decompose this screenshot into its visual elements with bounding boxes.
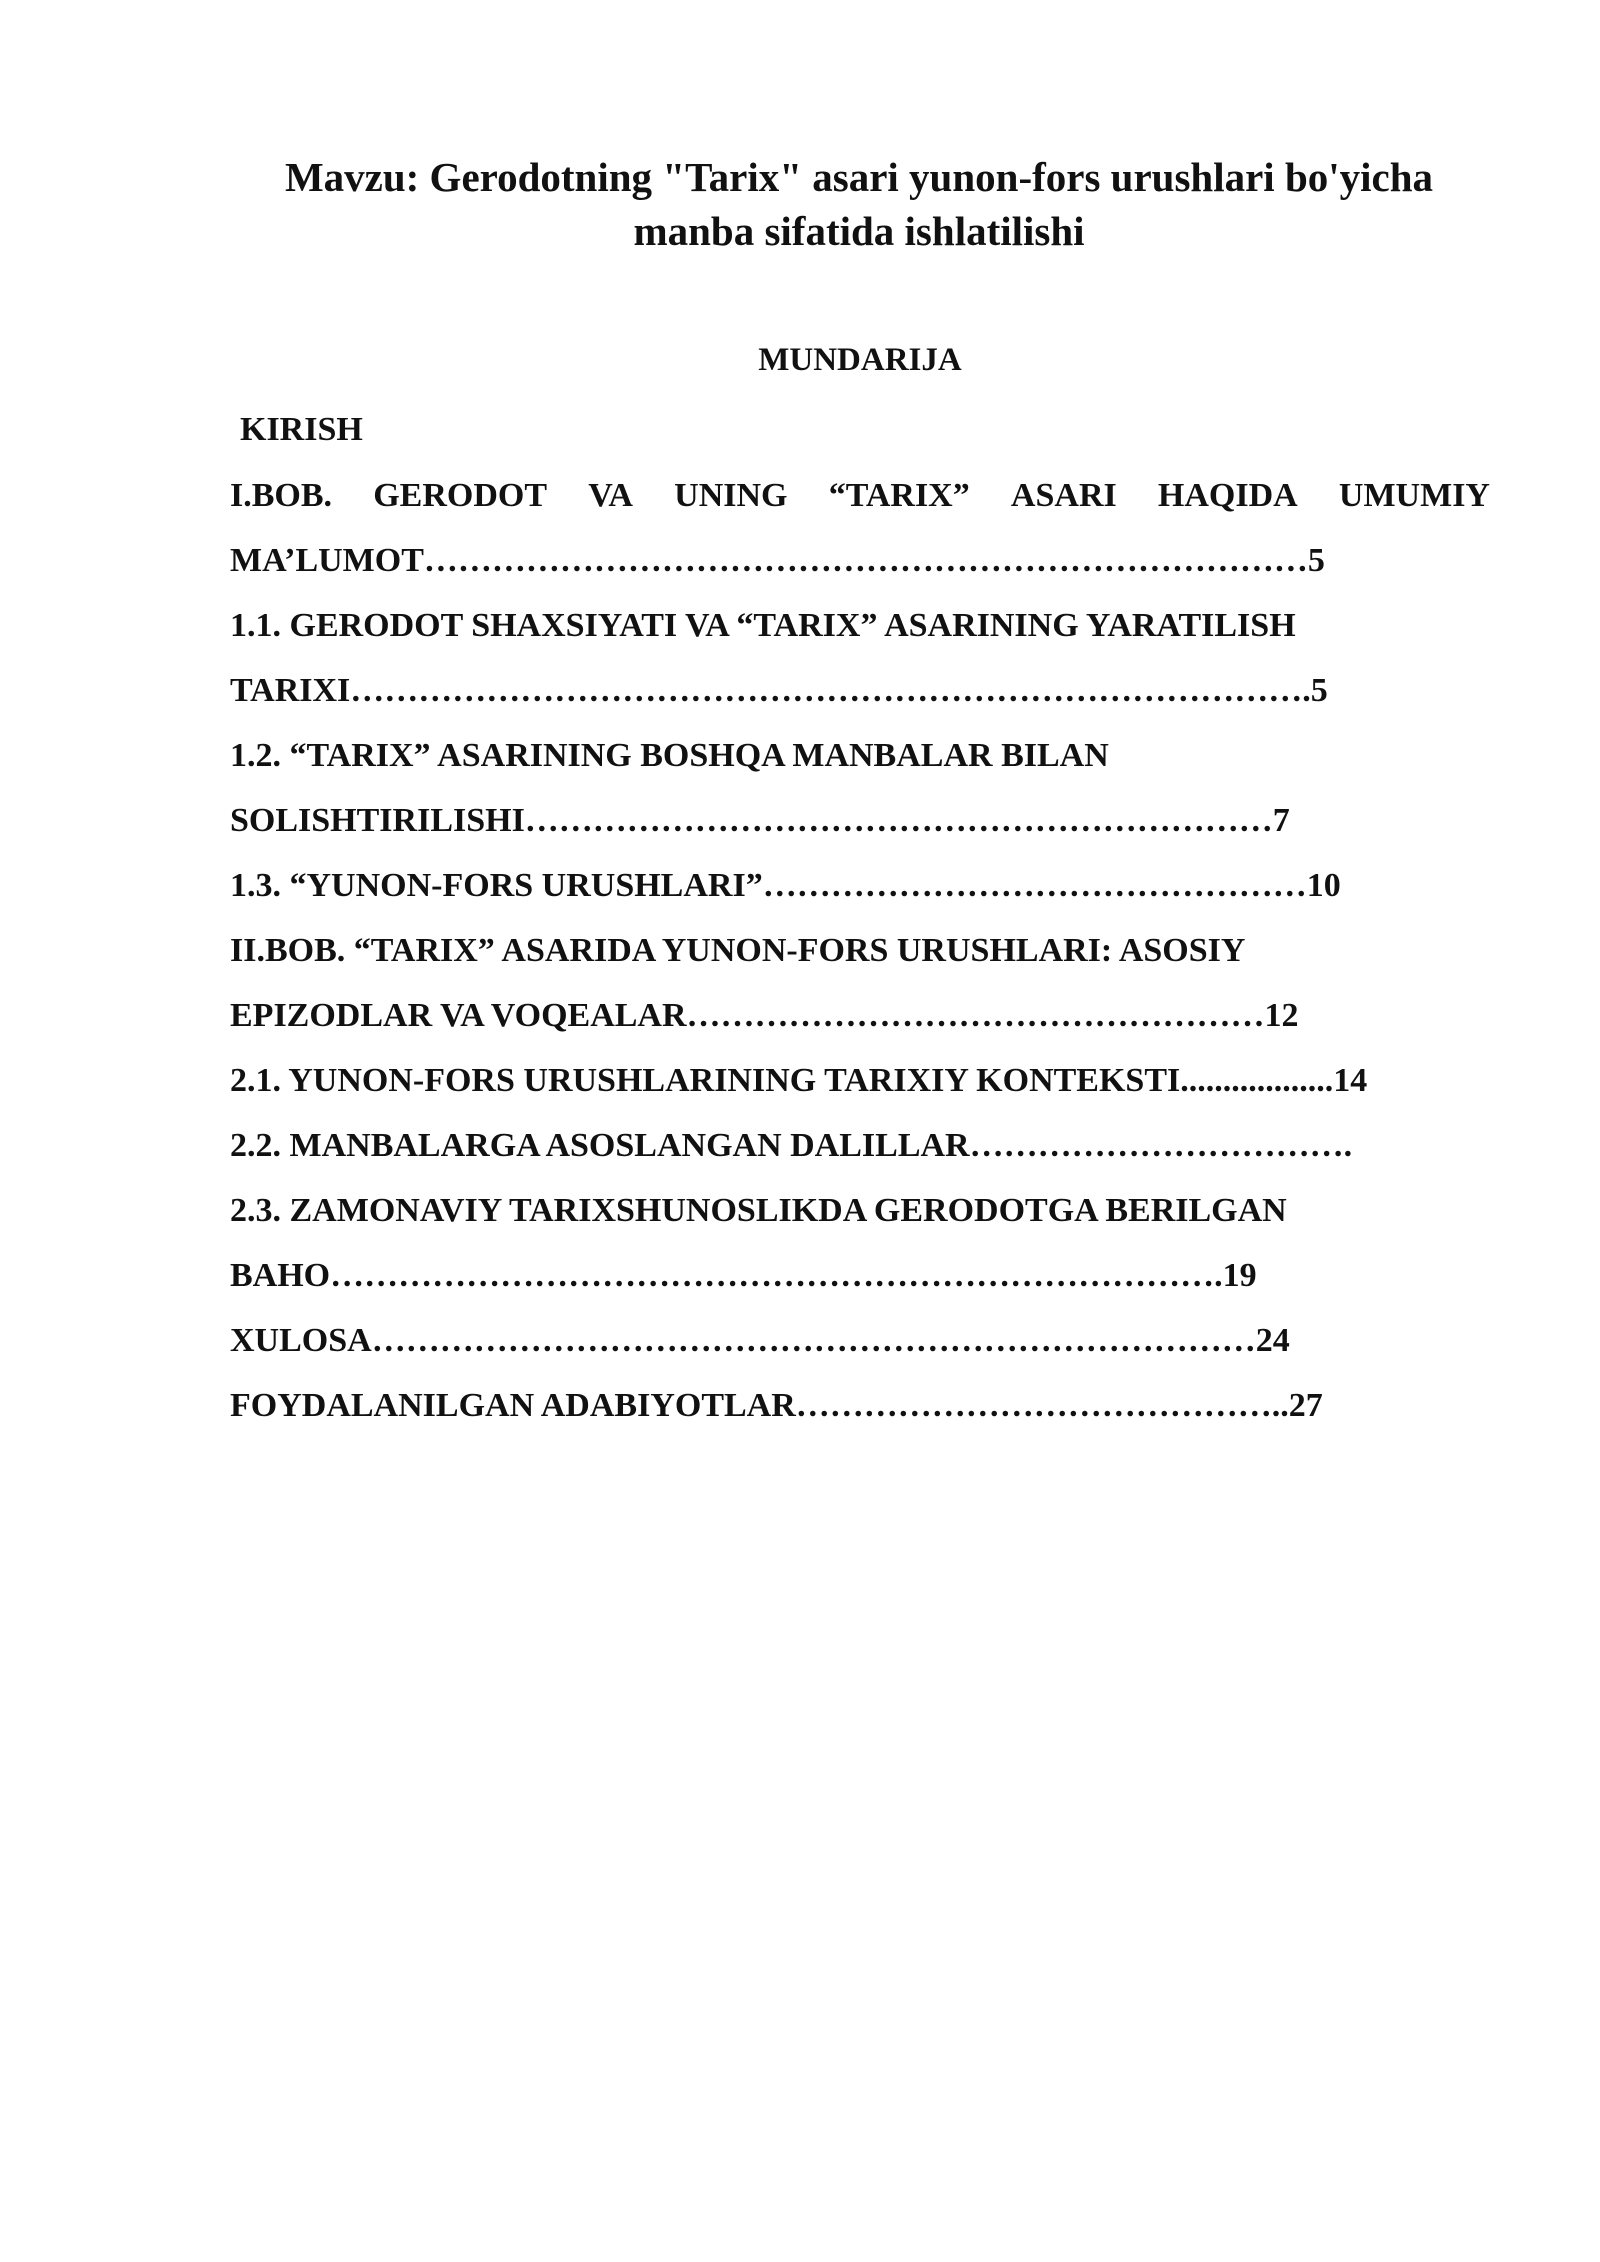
toc-word: GERODOT xyxy=(373,477,548,514)
toc-entry-xulosa: XULOSA……………………………………………………………………24 xyxy=(230,1322,1290,1359)
toc-word: HAQIDA xyxy=(1157,477,1298,514)
toc-word: “TARIX” xyxy=(828,477,970,514)
toc-entry-chapter-2-cont: EPIZODLAR VA VOQEALAR……………………………………………12 xyxy=(230,997,1299,1034)
toc-entry-chapter-1-cont: MA’LUMOT……………………………………………………………………5 xyxy=(230,542,1325,579)
toc-entry-chapter-1 xyxy=(230,476,1490,516)
toc-word: VA xyxy=(588,477,633,514)
toc-entry-section-1-2: 1.2. “TARIX” ASARINING BOSHQA MANBALAR BILAN xyxy=(230,737,1109,774)
document-title xyxy=(200,150,1518,258)
toc-word: I.BOB. xyxy=(230,477,333,514)
toc-entry-section-2-1: 2.1. YUNON-FORS URUSHLARINING TARIXIY KONTEKSTI..................14 xyxy=(230,1062,1368,1099)
toc-entry-section-2-3: 2.3. ZAMONAVIY TARIXSHUNOSLIKDA GERODOTGA BERILGAN xyxy=(230,1192,1287,1229)
toc-word: UNING xyxy=(674,477,788,514)
toc-entry-section-1-1: 1.1. GERODOT SHAXSIYATI VA “TARIX” ASARINING YARATILISH xyxy=(230,607,1296,644)
toc-heading: MUNDARIJA xyxy=(758,342,962,378)
toc-word: ASARI xyxy=(1010,477,1117,514)
toc-entry-section-1-3: 1.3. “YUNON-FORS URUSHLARI”…………………………………………10 xyxy=(230,867,1341,904)
toc-entry-chapter-2: II.BOB. “TARIX” ASARIDA YUNON-FORS URUSHLARI: ASOSIY xyxy=(230,932,1246,969)
toc-word: UMUMIY xyxy=(1338,477,1490,514)
toc-entry-section-2-3-cont: BAHO…………………………………………………………………….19 xyxy=(230,1257,1257,1294)
toc-entry-section-1-2-cont: SOLISHTIRILISHI…………………………………………………………7 xyxy=(230,802,1290,839)
toc-entry-section-2-2: 2.2. MANBALARGA ASOSLANGAN DALILLAR……………………………. xyxy=(230,1127,1353,1164)
title-line-2: manba sifatida ishlatilishi xyxy=(633,208,1085,254)
toc-entry-section-1-1-cont: TARIXI………………………………………………………………………….5 xyxy=(230,672,1328,709)
toc-entry-adabiyotlar: FOYDALANILGAN ADABIYOTLAR……………………………………..27 xyxy=(230,1387,1323,1424)
title-line-1: Mavzu: Gerodotning "Tarix" asari yunon-fors urushlari bo'yicha xyxy=(284,154,1434,200)
toc-entry-kirish: KIRISH xyxy=(240,411,363,448)
